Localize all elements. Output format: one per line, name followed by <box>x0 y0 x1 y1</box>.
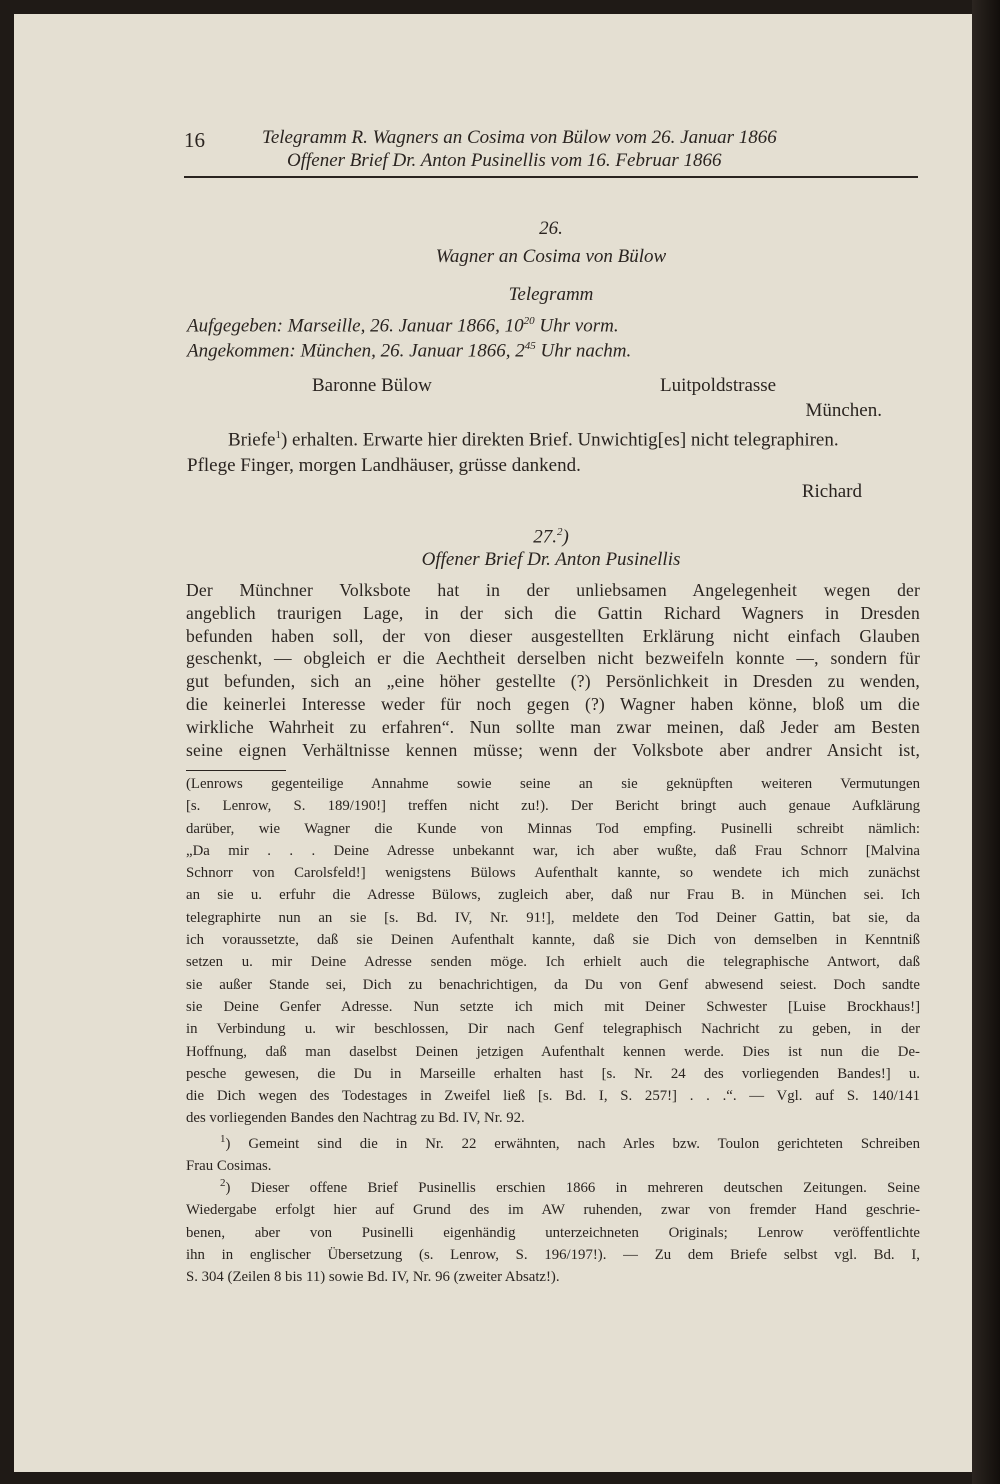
doc26-number: 26. <box>539 218 563 239</box>
doc26-city: München. <box>805 400 882 421</box>
angekommen-label: Angekommen: <box>187 340 296 362</box>
footnote-1-mark: 1 <box>220 1133 226 1145</box>
footnote-rule <box>186 770 286 771</box>
running-header-line-1: Telegramm R. Wagners an Cosima von Bülow vom 26. Januar 1866 <box>262 127 777 148</box>
footnote-line <box>186 1172 920 1199</box>
body-text: Briefe <box>228 429 276 451</box>
footnote-line: telegraphirte nun an sie [s. Bd. IV, Nr. 91!], meldete den Tod Deiner Gattin, bat sie, da <box>186 909 920 926</box>
doc27-title: Offener Brief Dr. Anton Pusinellis <box>421 549 681 570</box>
doc26-addressee: Baronne Bülow <box>312 375 432 396</box>
body-line: geschenkt, — obgleich er die Aechtheit derselben nicht bezweifeln konnte —, sondern für <box>186 648 920 669</box>
doc26-body-line-1 <box>228 429 839 451</box>
doc26-aufgegeben <box>187 315 619 337</box>
body-line: Der Münchner Volksbote hat in der unliebsamen Angelegenheit wegen der <box>186 580 920 600</box>
doc27-number-close: ) <box>562 526 569 548</box>
page-number: 16 <box>184 128 205 152</box>
header-rule <box>184 176 918 178</box>
doc26-body-line-2: Pflege Finger, morgen Landhäuser, grüsse dankend. <box>187 455 581 476</box>
footnote-2 <box>186 1172 920 1288</box>
doc27-number-text: 27. <box>533 526 557 548</box>
angekommen-time: 2 <box>515 340 525 362</box>
body-line: seine eignen Verhältnisse kennen müsse; wenn der Volksbote aber andrer Ansicht ist, <box>186 739 920 760</box>
aufgegeben-label: Aufgegeben: <box>187 315 284 337</box>
footnote-1 <box>186 1128 920 1178</box>
footnote-line: an sie u. erfuhr die Adresse Bülows, zugleich aber, daß nur Frau B. in München sei. Ich <box>186 887 920 904</box>
angekommen-value: München, 26. Januar 1866, <box>300 340 511 362</box>
doc26-angekommen <box>187 340 631 362</box>
book-spine <box>972 0 1000 1484</box>
footnote-line <box>186 1128 920 1155</box>
running-header-line-2: Offener Brief Dr. Anton Pusinellis vom 16. Februar 1866 <box>287 150 722 171</box>
footnote-2-mark: 2 <box>220 1177 226 1189</box>
footnote-line: Frau Cosimas. <box>186 1158 272 1175</box>
footnote-line: setzen u. mir Deine Adresse senden möge. Ich erhielt auch die telegraphische Antwort, daß <box>186 954 920 971</box>
footnote-ref-1: 1 <box>275 429 281 441</box>
footnote-line: sie Deine Genfer Adresse. Nun setzte ich mich mit Deiner Schwester [Luise Brockhaus!] <box>186 998 920 1015</box>
doc27-number <box>184 526 918 548</box>
footnote-continuation <box>186 773 920 1130</box>
aufgegeben-suffix: Uhr vorm. <box>539 315 619 337</box>
body-line: angeblich traurigen Lage, in der sich die Gattin Richard Wagners in Dresden <box>186 602 920 623</box>
footnote-line: benen, aber von Pusinelli eigenhändig unterzeichneten Originals; Lenrow veröffentlichte <box>186 1224 920 1241</box>
footnote-line: sie außer Stande sei, Dich zu benachrichtigen, da Du von Genf abwesend seiest. Doch sandte <box>186 976 920 993</box>
aufgegeben-minutes: 20 <box>523 315 535 327</box>
footnote-line: S. 304 (Zeilen 8 bis 11) sowie Bd. IV, Nr. 96 (zweiter Absatz!). <box>186 1269 560 1286</box>
doc26-signature: Richard <box>801 481 862 502</box>
footnote-line: pesche gewesen, die Du in Marseille erhalten hast [s. Nr. 24 des vorliegenden Bandes!] u. <box>186 1065 920 1082</box>
footnote-line: Wiedergabe erfolgt hier auf Grund des im AW ruhenden, zwar von fremder Hand geschrie- <box>186 1202 920 1219</box>
footnote-line: darüber, wie Wagner die Kunde von Minnas Tod empfing. Pusinelli schreibt nämlich: <box>186 820 920 837</box>
footnote-line: ihn in englischer Übersetzung (s. Lenrow, S. 196/197!). — Zu dem Briefe selbst vgl. Bd. I, <box>186 1246 920 1263</box>
footnote-text: ) Gemeint sind die in Nr. 22 erwähnten, nach Arles bzw. Toulon gerichteten Schreiben <box>225 1135 920 1152</box>
footnote-line: Hoffnung, daß man daselbst Deinen jetzigen Aufenthalt kennen werde. Dies ist nun die De- <box>186 1043 920 1060</box>
footnote-ref-2: 2 <box>556 526 563 538</box>
footnote-line: in Verbindung u. wir beschlossen, Dir nach Genf telegraphisch Nachricht zu geben, in der <box>186 1021 920 1038</box>
angekommen-minutes: 45 <box>524 340 536 352</box>
body-text: ) erhalten. Erwarte hier direkten Brief. Unwichtig[es] nicht telegraphiren. <box>280 429 839 451</box>
footnote-line: [s. Lenrow, S. 189/190!] treffen nicht zu!). Der Bericht bringt auch genaue Aufklärung <box>186 798 920 815</box>
footnote-line: Schnorr von Carolsfeld!] wenigstens Bülows Aufenthalt kannte, so wendete ich mich zunächst <box>186 865 920 882</box>
doc26-street: Luitpoldstrasse <box>660 375 777 396</box>
doc26-subtitle: Telegramm <box>508 284 594 305</box>
footnote-line: des vorliegenden Bandes den Nachtrag zu Bd. IV, Nr. 92. <box>186 1110 525 1127</box>
body-line: wirkliche Wahrheit zu erfahren“. Nun sollte man zwar meinen, daß Jeder am Besten <box>186 716 920 737</box>
footnote-line: (Lenrows gegenteilige Annahme sowie seine an sie geknüpften weiteren Vermutungen <box>186 776 920 792</box>
angekommen-suffix: Uhr nachm. <box>540 340 632 362</box>
footnote-line: „Da mir . . . Deine Adresse unbekannt war, ich aber wußte, daß Frau Schnorr [Malvina <box>186 842 920 859</box>
doc27-body <box>186 579 920 761</box>
footnote-line: ich voraussetzte, daß sie Deinen Aufenthalt kannte, daß sie Dich von demselben in Kenntniß <box>186 932 920 949</box>
doc26-title: Wagner an Cosima von Bülow <box>435 246 667 267</box>
body-line: befunden haben soll, der von dieser ausgestellten Erklärung nicht einfach Glauben <box>186 625 920 646</box>
aufgegeben-time: 10 <box>504 315 524 337</box>
body-line: gut befunden, sich an „eine höher gestellte (?) Persönlichkeit in Dresden zu wenden, <box>186 671 920 692</box>
footnote-line: die Dich wegen des Todestages in Zweifel ließ [s. Bd. I, S. 257!] . . .“. — Vgl. auf S. 140/141 <box>186 1088 920 1105</box>
body-line: die keinerlei Interesse weder für noch gegen (?) Wagner haben könne, bloß um die <box>186 693 920 714</box>
footnote-text: ) Dieser offene Brief Pusinellis erschien 1866 in mehreren deutschen Zeitungen. Seine <box>225 1179 920 1196</box>
aufgegeben-value: Marseille, 26. Januar 1866, <box>287 315 500 337</box>
